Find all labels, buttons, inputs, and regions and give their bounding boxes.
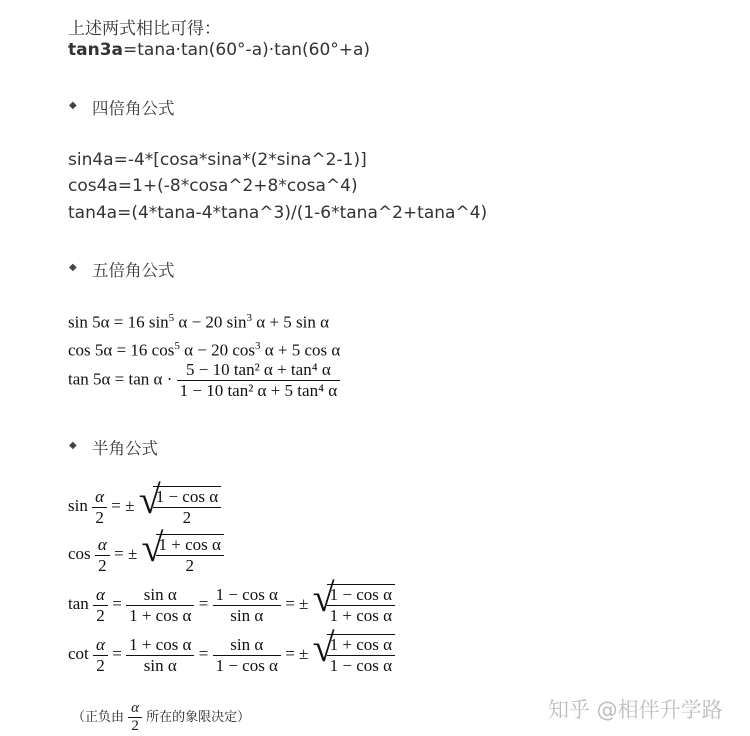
- sin-half-formula: sin $\frac{\alpha}{2}$ = ± √ $\frac{\text{1 − cos α}}{2}$: [68, 486, 221, 528]
- tan3a-formula: [68, 40, 370, 60]
- watermark: 知乎 @相伴升学路: [548, 698, 723, 722]
- cos4a-formula: cos4a=1+(-8*cosa^2+8*cosa^4): [68, 176, 358, 196]
- section-four-angle: 四倍角公式: [92, 99, 175, 118]
- tan-half-formula: tan $\frac{\alpha}{2}$ = $\frac{\text{sin α}}{\text{1 + cos α}}$ = $\frac{\text{1 − cos α}}{\text{sin α}}$ = ± √ $\frac{\text{1 − cos α}}{\text{1 + cos α}}$: [68, 584, 395, 626]
- tan3a-lhs: tan3a: [68, 40, 124, 60]
- tan4a-formula: tan4a=(4*tana-4*tana^3)/(1-6*tana^2+tana^4): [68, 203, 488, 223]
- section-half-angle: 半角公式: [92, 439, 158, 458]
- cot-half-formula: cot $\frac{\alpha}{2}$ = $\frac{\text{1 + cos α}}{\text{sin α}}$ = $\frac{\text{sin α}}{\text{1 − cos α}}$ = ± √ $\frac{\text{1 + cos α}}{\text{1 − cos α}}$: [68, 634, 395, 676]
- tan5a-fraction: $\frac{\text{5 − 10 tan² α + tan⁴ α}}{\text{1 − 10 tan² α + 5 tan⁴ α}}$: [177, 360, 341, 401]
- diamond-bullet-icon: ◆: [69, 262, 77, 273]
- sign-note: （正负由 $\frac{\alpha}{2}$ 所在的象限决定）: [72, 700, 251, 734]
- cos-half-formula: cos $\frac{\alpha}{2}$ = ± √ $\frac{\text{1 + cos α}}{2}$: [68, 534, 224, 576]
- sin5a-formula: sin 5α = 16 $\sin^5 \alpha - 20$ $\sin^3 \alpha + 5$ sin α: [68, 312, 330, 332]
- sin4a-formula: sin4a=-4*[cosa*sina*(2*sina^2-1)]: [68, 150, 367, 170]
- diamond-bullet-icon: ◆: [69, 100, 77, 111]
- tan3a-rhs: =tana·tan(60°-a)·tan(60°+a): [123, 40, 371, 60]
- diamond-bullet-icon: ◆: [69, 440, 77, 451]
- tan5a-formula: tan 5α = tan α · $\frac{\text{5 − 10 tan² α + tan⁴ α}}{\text{1 − 10 tan² α + 5 tan⁴ α}}$: [68, 360, 340, 401]
- intro-heading: 上述两式相比可得：: [68, 19, 221, 39]
- cos5a-formula: cos 5α = 16 $\cos^5 \alpha - 20$ $\cos^3 \alpha + 5$ cos α: [68, 340, 341, 360]
- section-five-angle: 五倍角公式: [92, 261, 175, 280]
